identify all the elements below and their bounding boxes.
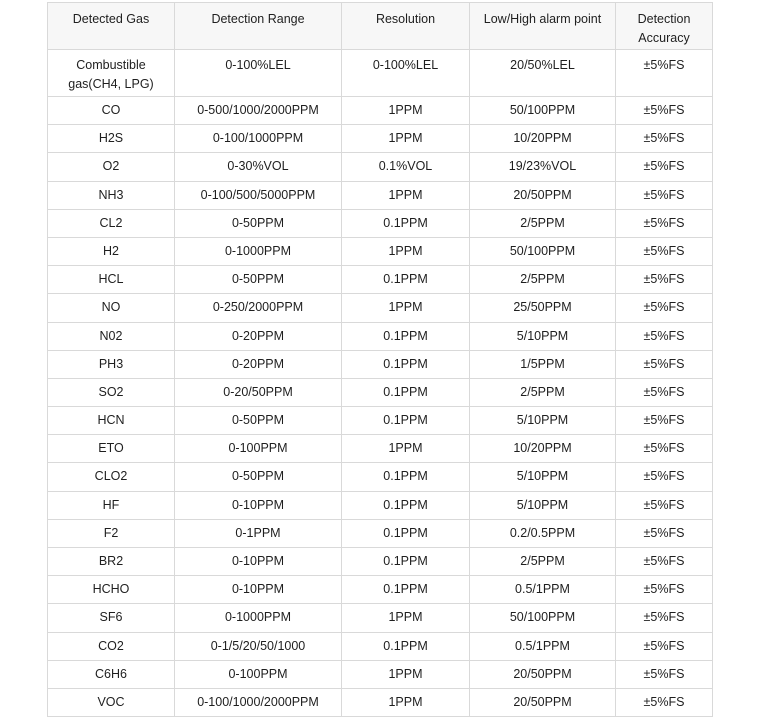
cell-range: 0-50PPM [175,209,342,237]
cell-gas: SO2 [48,378,175,406]
table-row [48,237,713,265]
cell-accuracy: ±5%FS [616,322,713,350]
cell-resolution: 0-100%LEL [342,50,470,97]
cell-gas: VOC [48,688,175,716]
cell-resolution: 1PPM [342,660,470,688]
cell-resolution: 1PPM [342,294,470,322]
cell-resolution: 0.1PPM [342,378,470,406]
cell-alarm: 5/10PPM [470,491,616,519]
cell-accuracy: ±5%FS [616,632,713,660]
cell-gas: HCL [48,266,175,294]
cell-range: 0-10PPM [175,576,342,604]
cell-accuracy: ±5%FS [616,491,713,519]
cell-accuracy: ±5%FS [616,407,713,435]
cell-alarm: 0.5/1PPM [470,576,616,604]
cell-accuracy: ±5%FS [616,688,713,716]
cell-resolution: 0.1PPM [342,322,470,350]
cell-gas: BR2 [48,548,175,576]
cell-gas: CO [48,97,175,125]
cell-range: 0-1000PPM [175,237,342,265]
cell-gas: CLO2 [48,463,175,491]
table-row [48,350,713,378]
cell-gas: ETO [48,435,175,463]
cell-resolution: 0.1PPM [342,407,470,435]
cell-gas: H2S [48,125,175,153]
cell-alarm: 0.5/1PPM [470,632,616,660]
gas-spec-table [47,2,713,717]
table-row [48,378,713,406]
table-row [48,576,713,604]
table-row [48,660,713,688]
table-row [48,209,713,237]
cell-accuracy: ±5%FS [616,519,713,547]
cell-alarm: 2/5PPM [470,548,616,576]
cell-range: 0-50PPM [175,407,342,435]
cell-alarm: 0.2/0.5PPM [470,519,616,547]
cell-accuracy: ±5%FS [616,153,713,181]
table-row [48,322,713,350]
cell-alarm: 5/10PPM [470,407,616,435]
cell-resolution: 0.1PPM [342,209,470,237]
cell-accuracy: ±5%FS [616,435,713,463]
table-row [48,181,713,209]
cell-range: 0-1/5/20/50/1000 [175,632,342,660]
cell-resolution: 0.1PPM [342,463,470,491]
cell-alarm: 50/100PPM [470,237,616,265]
cell-gas: CO2 [48,632,175,660]
table-row [48,407,713,435]
gas-spec-table-container [47,2,712,717]
cell-resolution: 1PPM [342,435,470,463]
table-row [48,604,713,632]
header-alarm-point: Low/High alarm point [470,3,616,50]
cell-range: 0-30%VOL [175,153,342,181]
cell-range: 0-100/1000/2000PPM [175,688,342,716]
cell-gas: SF6 [48,604,175,632]
cell-resolution: 0.1%VOL [342,153,470,181]
cell-resolution: 0.1PPM [342,491,470,519]
cell-range: 0-100%LEL [175,50,342,97]
cell-accuracy: ±5%FS [616,50,713,97]
table-row [48,491,713,519]
cell-range: 0-1PPM [175,519,342,547]
cell-resolution: 0.1PPM [342,266,470,294]
cell-range: 0-100PPM [175,660,342,688]
cell-gas: C6H6 [48,660,175,688]
cell-alarm: 20/50PPM [470,660,616,688]
cell-gas: O2 [48,153,175,181]
table-row [48,548,713,576]
cell-resolution: 1PPM [342,97,470,125]
cell-range: 0-10PPM [175,491,342,519]
table-row [48,435,713,463]
cell-gas: HF [48,491,175,519]
cell-alarm: 2/5PPM [470,209,616,237]
cell-alarm: 5/10PPM [470,463,616,491]
cell-accuracy: ±5%FS [616,97,713,125]
cell-accuracy: ±5%FS [616,209,713,237]
cell-gas: F2 [48,519,175,547]
cell-resolution: 1PPM [342,237,470,265]
cell-alarm: 5/10PPM [470,322,616,350]
cell-accuracy: ±5%FS [616,237,713,265]
cell-range: 0-1000PPM [175,604,342,632]
table-row [48,519,713,547]
cell-gas: NO [48,294,175,322]
table-header [48,3,713,50]
cell-alarm: 2/5PPM [470,266,616,294]
cell-range: 0-500/1000/2000PPM [175,97,342,125]
header-detected-gas: Detected Gas [48,3,175,50]
cell-alarm: 10/20PPM [470,435,616,463]
cell-accuracy: ±5%FS [616,350,713,378]
header-detection-accuracy: Detection Accuracy [616,3,713,50]
cell-alarm: 25/50PPM [470,294,616,322]
cell-accuracy: ±5%FS [616,548,713,576]
cell-range: 0-20PPM [175,322,342,350]
cell-resolution: 1PPM [342,181,470,209]
cell-gas: CL2 [48,209,175,237]
cell-resolution: 0.1PPM [342,576,470,604]
cell-resolution: 1PPM [342,125,470,153]
table-row [48,125,713,153]
cell-gas: NH3 [48,181,175,209]
cell-range: 0-20PPM [175,350,342,378]
header-row [48,3,713,50]
cell-accuracy: ±5%FS [616,660,713,688]
cell-gas: PH3 [48,350,175,378]
cell-alarm: 20/50%LEL [470,50,616,97]
cell-gas: Combustible gas(CH4, LPG) [48,50,175,97]
table-row [48,50,713,97]
cell-alarm: 20/50PPM [470,688,616,716]
cell-accuracy: ±5%FS [616,266,713,294]
cell-accuracy: ±5%FS [616,463,713,491]
cell-accuracy: ±5%FS [616,125,713,153]
cell-accuracy: ±5%FS [616,576,713,604]
cell-range: 0-10PPM [175,548,342,576]
cell-gas: HCN [48,407,175,435]
cell-gas: HCHO [48,576,175,604]
cell-range: 0-250/2000PPM [175,294,342,322]
cell-range: 0-50PPM [175,266,342,294]
cell-gas: N02 [48,322,175,350]
cell-accuracy: ±5%FS [616,378,713,406]
table-row [48,97,713,125]
cell-alarm: 50/100PPM [470,604,616,632]
cell-range: 0-100/1000PPM [175,125,342,153]
table-row [48,463,713,491]
table-row [48,632,713,660]
cell-alarm: 2/5PPM [470,378,616,406]
cell-resolution: 0.1PPM [342,632,470,660]
cell-alarm: 50/100PPM [470,97,616,125]
cell-accuracy: ±5%FS [616,604,713,632]
cell-resolution: 1PPM [342,604,470,632]
header-detection-range: Detection Range [175,3,342,50]
cell-accuracy: ±5%FS [616,294,713,322]
cell-alarm: 10/20PPM [470,125,616,153]
cell-range: 0-20/50PPM [175,378,342,406]
cell-range: 0-100PPM [175,435,342,463]
cell-resolution: 0.1PPM [342,519,470,547]
table-row [48,688,713,716]
table-row [48,266,713,294]
cell-alarm: 20/50PPM [470,181,616,209]
table-row [48,153,713,181]
cell-resolution: 1PPM [342,688,470,716]
cell-alarm: 1/5PPM [470,350,616,378]
cell-gas: H2 [48,237,175,265]
cell-range: 0-50PPM [175,463,342,491]
table-row [48,294,713,322]
cell-accuracy: ±5%FS [616,181,713,209]
cell-resolution: 0.1PPM [342,350,470,378]
table-body [48,50,713,717]
cell-resolution: 0.1PPM [342,548,470,576]
header-resolution: Resolution [342,3,470,50]
cell-range: 0-100/500/5000PPM [175,181,342,209]
cell-alarm: 19/23%VOL [470,153,616,181]
